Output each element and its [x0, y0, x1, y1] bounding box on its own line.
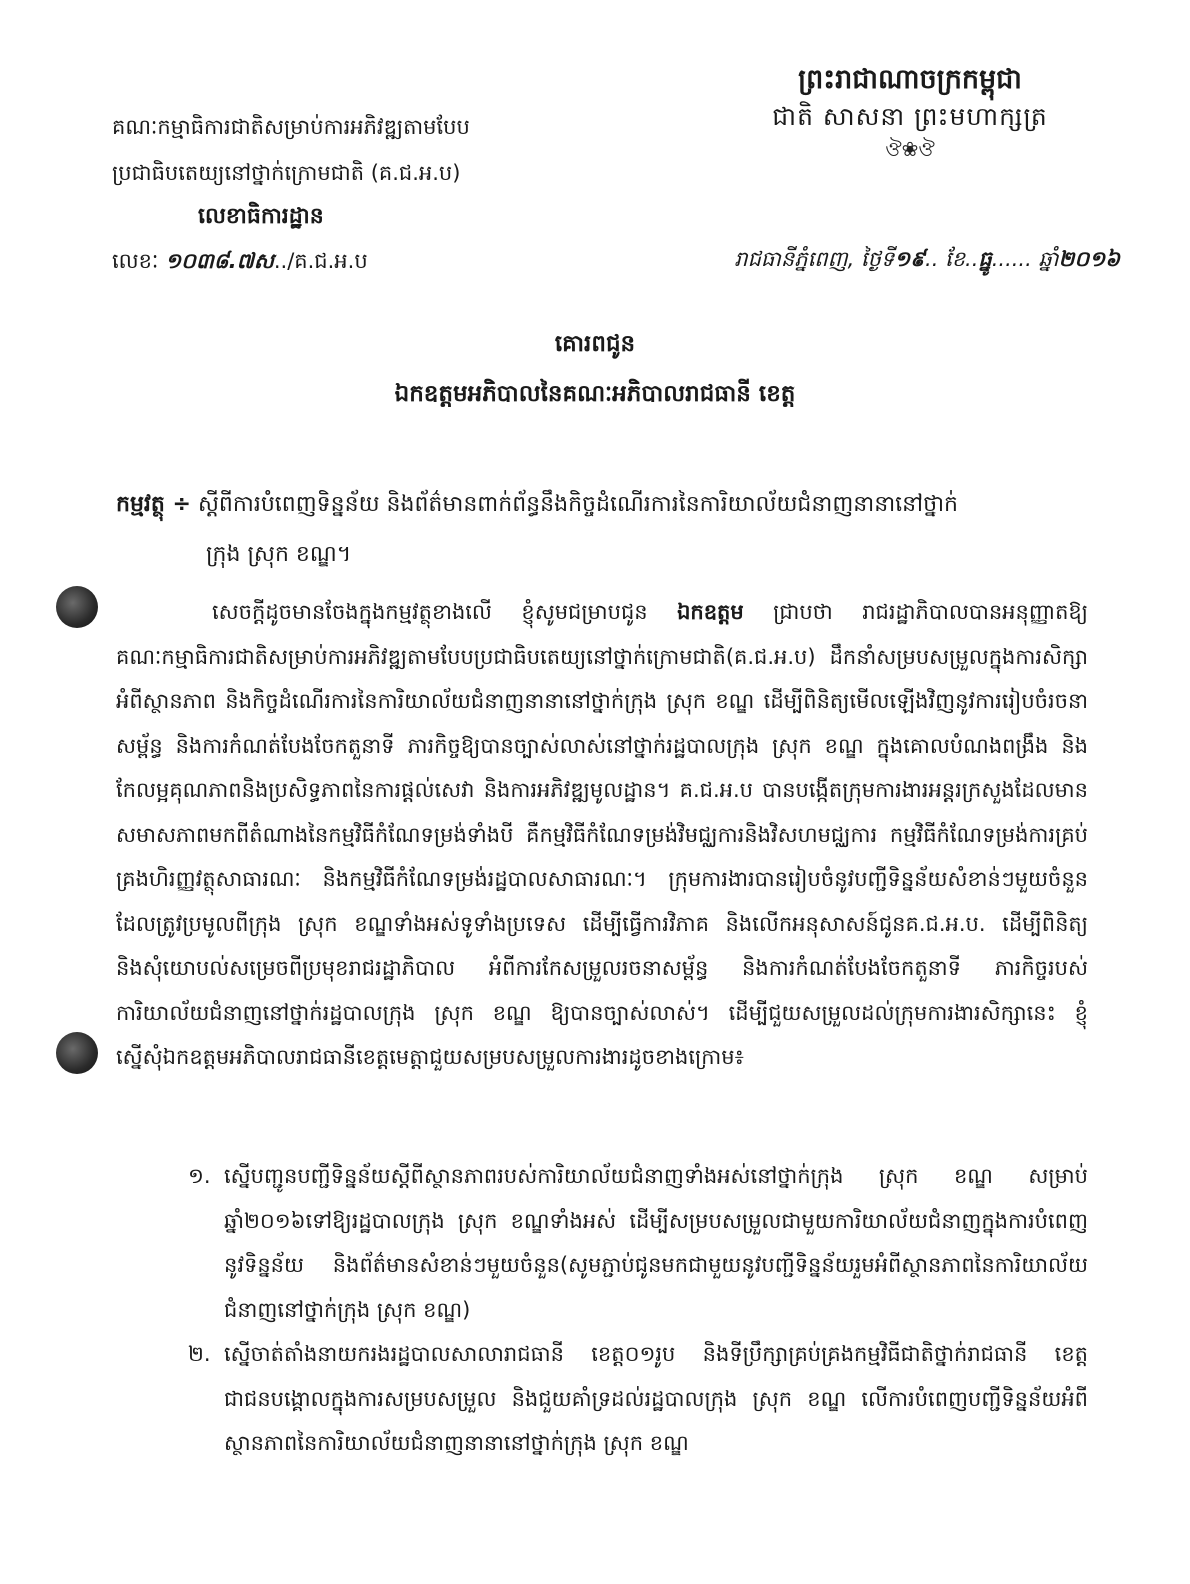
issuer-block: [112, 104, 522, 238]
list-item: [188, 1332, 1088, 1466]
date-year-label: ...... ឆ្នាំ: [991, 247, 1059, 271]
subject-line-1: ស្តីពីការបំពេញទិន្នន័យ និងព័ត៌មានពាក់ព័ន្ធនឹងកិច្ចដំណើរការនៃការិយាល័យជំនាញនានានៅថ្នាក់: [197, 492, 959, 517]
request-list: [188, 1154, 1088, 1466]
kingdom-motto: [700, 62, 1120, 162]
addressee-label: គោរពជូន: [554, 331, 636, 357]
date-year: ២០១៦: [1058, 247, 1120, 271]
kingdom-name: ព្រះរាជាណាចក្រកម្ពុជា: [798, 64, 1022, 95]
ornament-icon: ঔ❀ঔ: [885, 137, 935, 161]
date-day: ១៩: [894, 247, 926, 271]
subject-label: កម្មវត្ថុ ÷: [116, 492, 191, 517]
issuer-line-1: គណៈកម្មាធិការជាតិសម្រាប់ការអភិវឌ្ឍតាមបែប: [112, 115, 470, 139]
list-item: [188, 1154, 1088, 1332]
date-line: [734, 246, 1120, 277]
body-paragraph: [116, 590, 1088, 1080]
subject-block: [116, 480, 1076, 580]
date-prefix: រាជធានីភ្នំពេញ, ថ្ងៃទី: [734, 247, 895, 271]
item-number: ២.: [188, 1342, 211, 1366]
issuer-line-2: ប្រជាធិបតេយ្យនៅថ្នាក់ក្រោមជាតិ (គ.ជ.អ.ប): [112, 161, 461, 185]
reference-handwritten: ១០៣៨.៧ស: [165, 249, 274, 273]
reference-number: [112, 248, 368, 279]
body-rest: ជ្រាបថា រាជរដ្ឋាភិបាលបានអនុញ្ញាតឱ្យគណៈកម្មាធិការជាតិសម្រាប់ការអភិវឌ្ឍតាមបែបប្រជាធិបតេយ្យនៅថ្នាក់ក្រោមជាតិ(គ.ជ.អ.ប) ដឹកនាំសម្របសម្រួលក្នុងការសិក្សាអំពីស្ថានភាព និងកិច្ចដំណើរការនៃការិយាល័យជំនាញនានានៅថ្នាក់ក្រុង ស្រុក ខណ្ឌ ដើម្បីពិនិត្យមើលឡើងវិញនូវការរៀបចំរចនាសម្ព័ន្ធ និងការកំណត់បែងចែកតួនាទី ភារកិច្ចឱ្យបានច្បាស់លាស់នៅថ្នាក់រដ្ឋបាលក្រុង ស្រុក ខណ្ឌ ក្នុងគោលបំណងពង្រឹង និងកែលម្អគុណភាពនិងប្រសិទ្ធភាពនៃការផ្តល់សេវា និងការអភិវឌ្ឍមូលដ្ឋាន។ គ.ជ.អ.ប បានបង្កើតក្រុមការងារអន្តរក្រសួងដែលមានសមាសភាពមកពីតំណាងនៃកម្មវិធីកំណែទម្រង់ទាំងបី គឺកម្មវិធីកំណែទម្រង់វិមជ្ឈការនិងវិសហមជ្ឈការ កម្មវិធីកំណែទម្រង់ការគ្រប់គ្រងហិរញ្ញវត្ថុសាធារណៈ និងកម្មវិធីកំណែទម្រង់រដ្ឋបាលសាធារណៈ។ ក្រុមការងារបានរៀបចំនូវបញ្ជីទិន្នន័យសំខាន់ៗមួយចំនួនដែលត្រូវប្រមូលពីក្រុង ស្រុក ខណ្ឌទាំងអស់ទូទាំងប្រទេស ដើម្បីធ្វើការវិភាគ និងលើកអនុសាសន៍ជូនគ.ជ.អ.ប. ដើម្បីពិនិត្យ និងសុំយោបល់សម្រេចពីប្រមុខរាជរដ្ឋាភិបាល អំពីការកែសម្រួលរចនាសម្ព័ន្ធ និងការកំណត់បែងចែកតួនាទី ភារកិច្ចរបស់ការិយាល័យជំនាញនៅថ្នាក់រដ្ឋបាលក្រុង ស្រុក ខណ្ឌ ឱ្យបានច្បាស់លាស់។ ដើម្បីជួយសម្រួលដល់ក្រុមការងារសិក្សានេះ ខ្ញុំស្នើសុំឯកឧត្តមអភិបាលរាជធានីខេត្តមេត្តាជួយសម្របសម្រួលការងារដូចខាងក្រោម៖: [116, 600, 1088, 1069]
reference-suffix: ../គ.ជ.អ.ប: [273, 249, 368, 273]
punch-hole-top: [56, 586, 98, 628]
addressee-name: ឯកឧត្តមអភិបាលនៃគណៈអភិបាលរាជធានី ខេត្ត: [394, 381, 796, 407]
body-intro: សេចក្តីដូចមានចែងក្នុងកម្មវត្ថុខាងលើ ខ្ញុំសូមជម្រាបជូន: [212, 600, 678, 624]
date-month: ធ្នូ: [978, 247, 992, 271]
item-text: ស្នើចាត់តាំងនាយករងរដ្ឋបាលសាលារាជធានី ខេត្ត០១រូប និងទីប្រឹក្សាគ្រប់គ្រងកម្មវិធីជាតិថ្នាក់រាជធានី ខេត្តជាជនបង្គោលក្នុងការសម្របសម្រួល និងជួយគាំទ្រដល់រដ្ឋបាលក្រុង ស្រុក ខណ្ឌ លើការបំពេញបញ្ជីទិន្នន័យអំពីស្ថានភាពនៃការិយាល័យជំនាញនានានៅថ្នាក់ក្រុង ស្រុក ខណ្ឌ: [224, 1342, 1088, 1455]
date-month-label: .. ខែ..: [925, 247, 979, 271]
nation-religion-king: ជាតិ សាសនា ព្រះមហាក្សត្រ: [772, 102, 1048, 131]
reference-label: លេខៈ: [112, 249, 159, 273]
punch-hole-bottom: [56, 1032, 98, 1074]
item-number: ១.: [188, 1164, 211, 1188]
subject-line-2: ក្រុង ស្រុក ខណ្ឌ។: [206, 542, 352, 567]
item-text: ស្នើបញ្ជូនបញ្ជីទិន្នន័យស្តីពីស្ថានភាពរបស់ការិយាល័យជំនាញទាំងអស់នៅថ្នាក់ក្រុង ស្រុក ខណ្ឌ សម្រាប់ឆ្នាំ២០១៦ទៅឱ្យរដ្ឋបាលក្រុង ស្រុក ខណ្ឌទាំងអស់ ដើម្បីសម្របសម្រួលជាមួយការិយាល័យជំនាញក្នុងការបំពេញនូវទិន្នន័យ និងព័ត៌មានសំខាន់ៗមួយចំនួន(សូមភ្ជាប់ជូនមកជាមួយនូវបញ្ជីទិន្នន័យរួមអំពីស្ថានភាពនៃការិយាល័យជំនាញនៅថ្នាក់ក្រុង ស្រុក ខណ្ឌ): [224, 1164, 1088, 1322]
body-excellency: ឯកឧត្តម: [677, 600, 744, 624]
department-name: លេខាធិការដ្ឋាន: [198, 204, 324, 229]
